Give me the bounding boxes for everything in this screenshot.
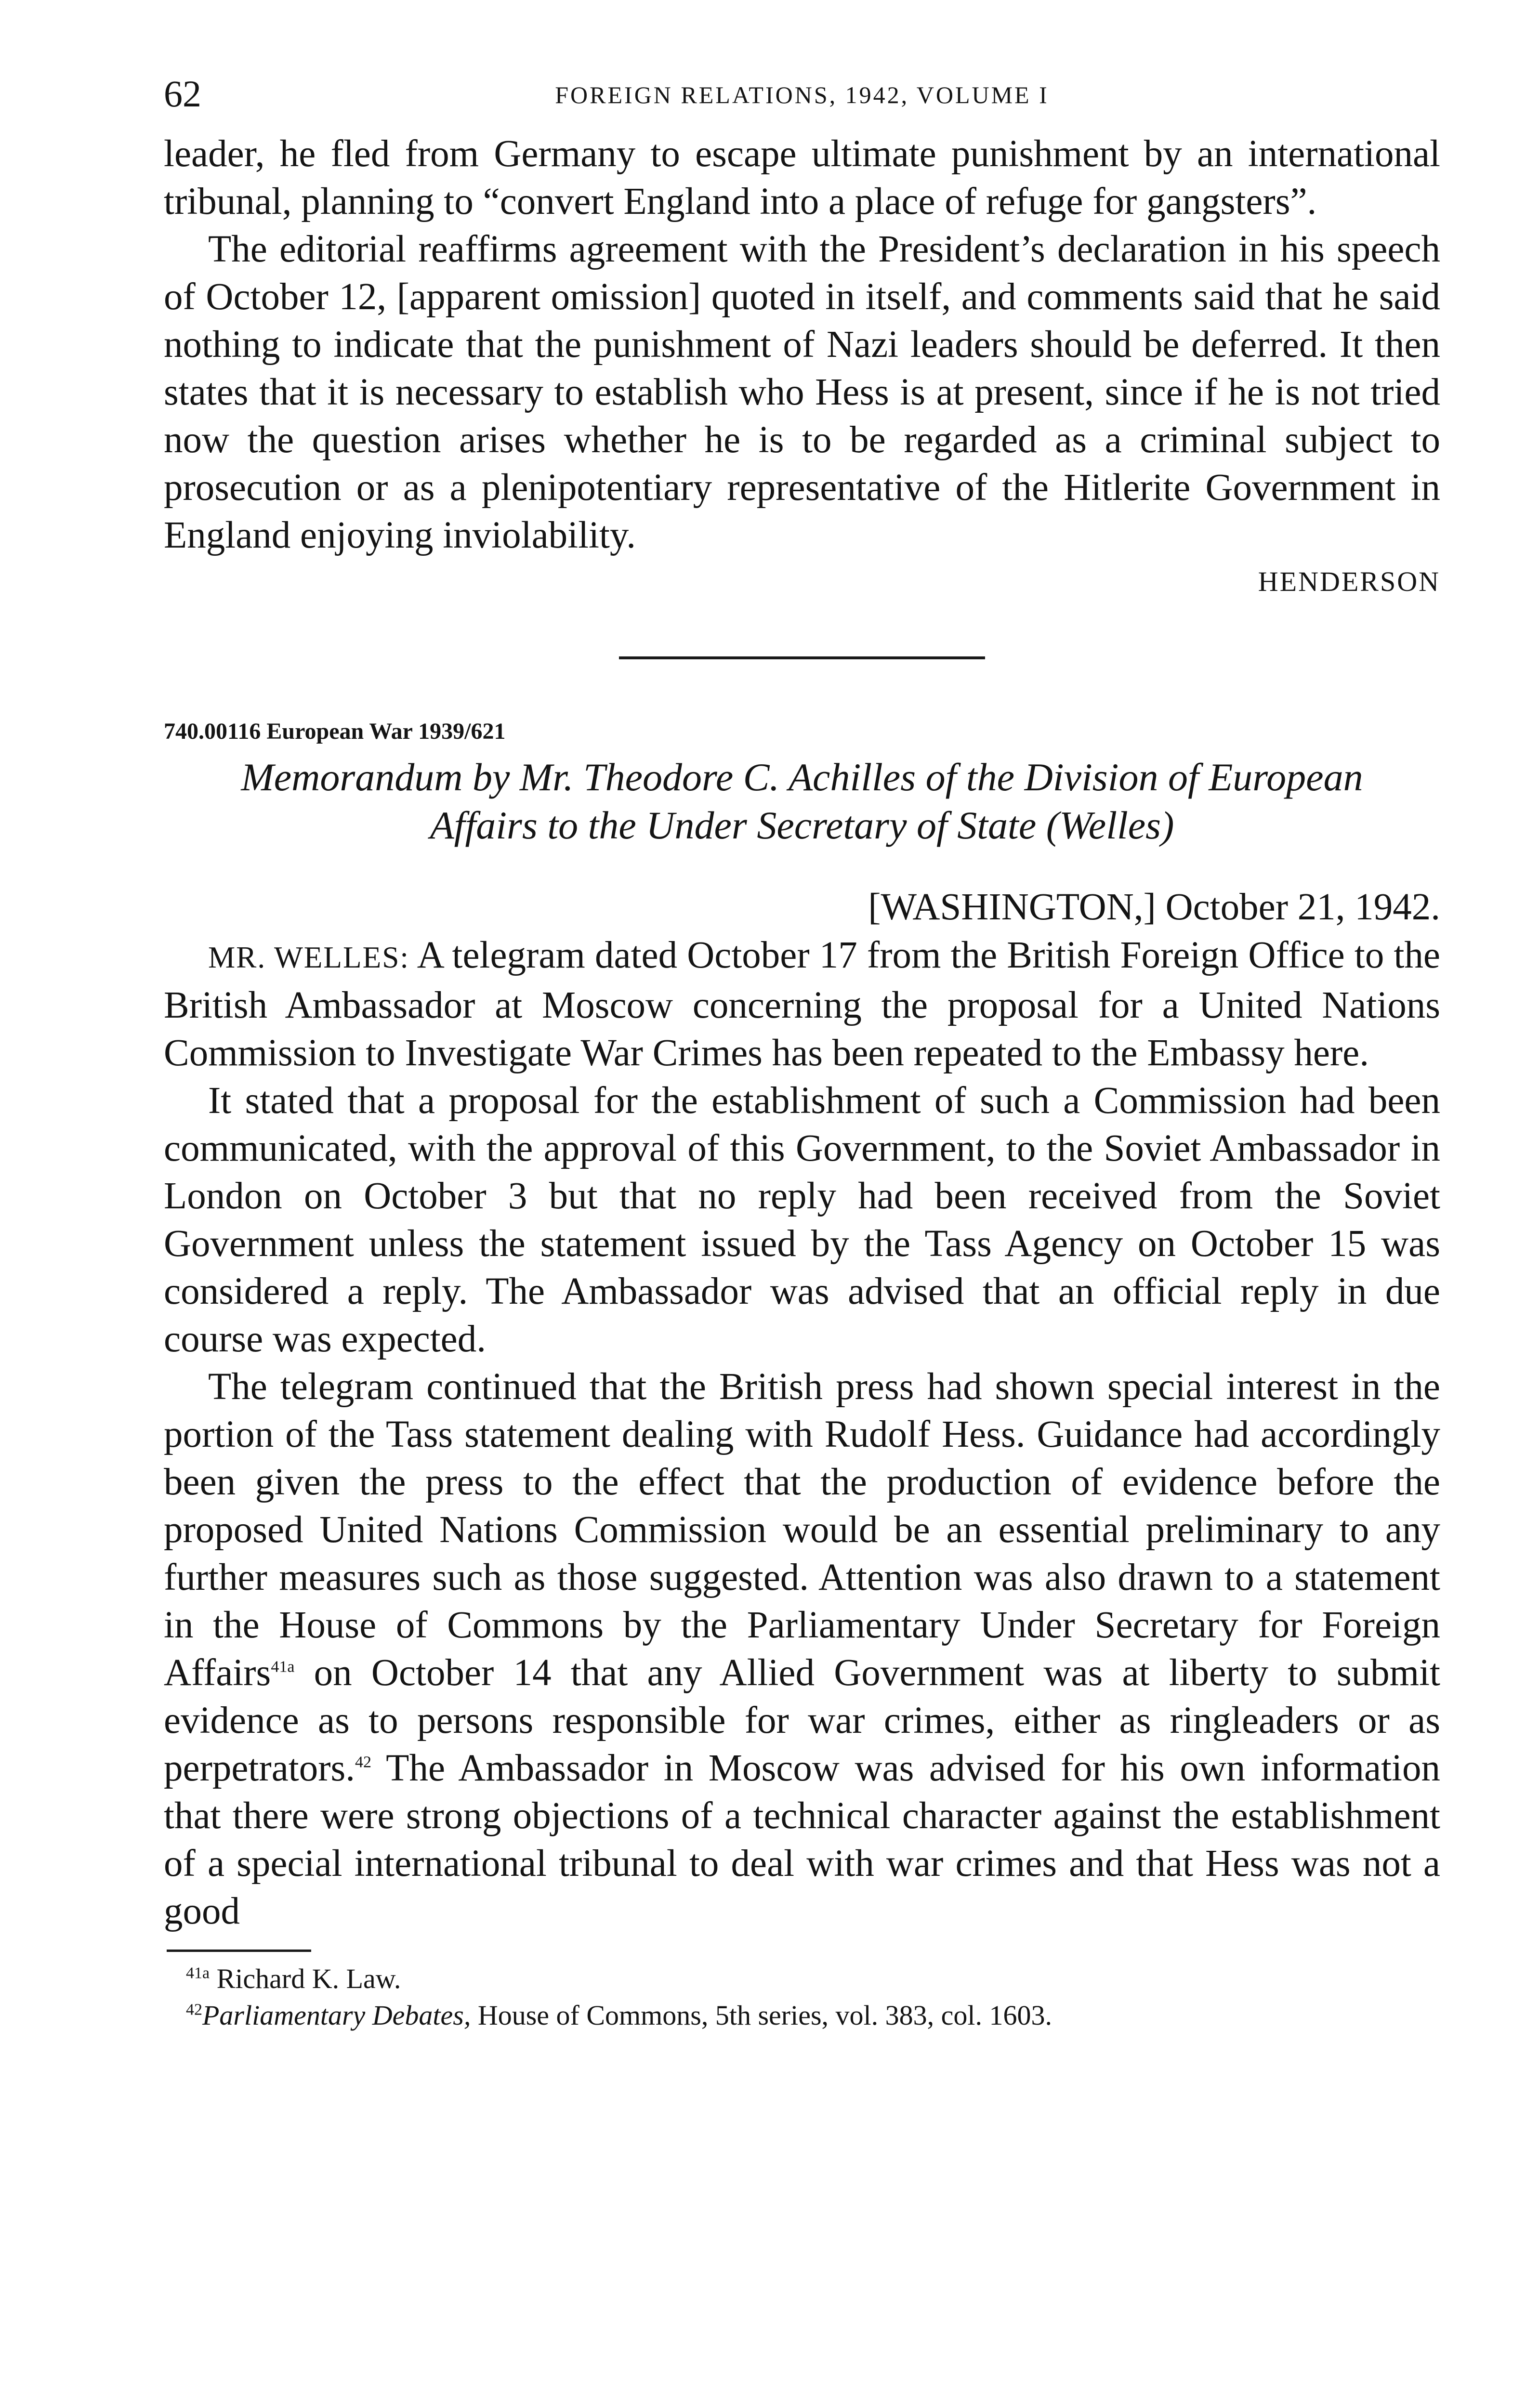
footnote-ref-42[interactable]: 42 [355, 1753, 372, 1771]
dateline [164, 883, 1440, 931]
dateline-place: [WASHINGTON,] [868, 886, 1156, 928]
footnote-41a [164, 1961, 1440, 1997]
footnote-mark: 41a [186, 1964, 210, 1982]
memo-paragraph-3 [164, 1363, 1440, 1935]
footnote-mark: 42 [186, 2001, 202, 2019]
document-page [164, 72, 1440, 2034]
footnote-text: Richard K. Law. [216, 1963, 401, 1994]
footnote-title: Parliamentary Debates, [202, 2000, 471, 2031]
memo-paragraph-1 [164, 931, 1440, 1077]
signature-henderson: HENDERSON [1258, 566, 1440, 597]
file-number: 740.00116 European War 1939/621 [164, 719, 506, 744]
continuation-paragraph: leader, he fled from Germany to escape ultimate punishment by an international tribunal, planning to “convert England into a place of refuge for gangsters”. [164, 133, 1440, 222]
footnote-divider [167, 1950, 311, 1952]
footnote-text: House of Commons, 5th series, vol. 383, col. 1603. [471, 2000, 1052, 2031]
memo-paragraph-2: It stated that a proposal for the establishment of such a Commission had been communicated, with the approval of this Government, to the Soviet Ambassador in London on October 3 but that no reply had been received from the Soviet Government unless the statement issued by the Tass Agency on October 15 was considered a reply. The Ambassador was advised that an official reply in due course was expected. [164, 1080, 1440, 1360]
memo-paragraph-1-text: A telegram dated October 17 from the British Foreign Office to the British Ambassador at Moscow concerning the proposal for a United Nations Commission to Investigate War Crimes has been repeated to the Embassy here. [164, 934, 1440, 1074]
footnote-42 [164, 1997, 1440, 2034]
section-divider [619, 656, 985, 659]
footnotes [164, 1961, 1440, 2034]
running-header [164, 72, 1440, 130]
memo-paragraph-3-part-b: on October 14 that any Allied Government was at liberty to submit evidence as to persons responsible for war crimes, either as ringleaders or as perpetrators. [164, 1652, 1440, 1789]
page-number: 62 [164, 73, 201, 115]
memorandum-title: Memorandum by Mr. Theodore C. Achilles of the Division of European Affairs to the Under Secretary of State (Welles) [241, 755, 1363, 847]
memo-paragraph-3-part-c: The Ambassador in Moscow was advised for his own information that there were strong objections of a technical character against the establishment of a special international tribunal to deal with war crimes and that Hess was not a good [164, 1747, 1440, 1932]
salutation: MR. WELLES: [208, 941, 409, 974]
editorial-paragraph: The editorial reaffirms agreement with the President’s declaration in his speech of October 12, [apparent omission] quoted in itself, and comments said that he said nothing to indicate that the punishment of Nazi leaders should be deferred. It then states that it is necessary to establish who Hess is at present, since if he is not tried now the question arises whether he is to be regarded as a criminal subject to prosecution or as a plenipotentiary representative of the Hitlerite Government in England enjoying inviolability. [164, 228, 1440, 556]
footnote-ref-41a[interactable]: 41a [271, 1658, 295, 1676]
memo-paragraph-3-part-a: The telegram continued that the British press had shown special interest in the portion of the Tass statement dealing with Rudolf Hess. Guidance had accordingly been given the press to the effect that the production of evidence before the proposed United Nations Commission would be an essential preliminary to any further measures such as those suggested. Attention was also drawn to a statement in the House of Commons by the Parliamentary Under Secretary for Foreign Affairs [164, 1366, 1440, 1694]
dateline-date: October 21, 1942. [1165, 886, 1440, 928]
running-title: FOREIGN RELATIONS, 1942, VOLUME I [555, 81, 1049, 108]
